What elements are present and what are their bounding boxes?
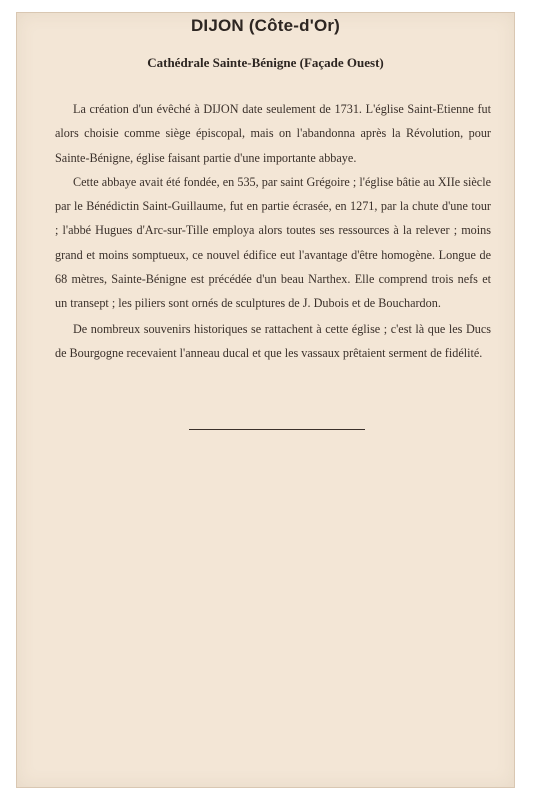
paragraph-2: Cette abbaye avait été fondée, en 535, par saint Grégoire ; l'église bâtie au XIIe siècle par le Bénédictin Saint-Guillaume, fut en partie écrasée, en 1271, par la chute d'une tour ; l'abbé Hugues d'Arc-sur-Tille employa alors toutes ses ressources à la relever ; moins grand et moins somptueux, ce nouvel édifice eut l'avantage d'être homogène. Longue de 68 mètres, Sainte-Bénigne est précédée d'un beau Narthex. Elle comprend trois nefs et un transept ; les piliers sont ornés de sculptures de J. Dubois et de Bouchardon. xyxy=(55,174,491,311)
page-subtitle: Cathédrale Sainte-Bénigne (Façade Ouest) xyxy=(147,55,384,70)
divider-line xyxy=(189,429,365,430)
postcard-back xyxy=(16,12,515,788)
page-title: DIJON (Côte-d'Or) xyxy=(190,16,341,35)
paragraph-3: De nombreux souvenirs historiques se rattachent à cette église ; c'est là que les Ducs de Bourgogne recevaient l'anneau ducal et que les vassaux prêtaient serment de fidélité. xyxy=(55,321,491,360)
description-text xyxy=(55,97,491,365)
paragraph-1: La création d'un évêché à DIJON date seulement de 1731. L'église Saint-Etienne fut alors choisie comme siège épiscopal, mais on l'abandonna après la Révolution, pour Sainte-Bénigne, église faisant partie d'une importante abbaye. xyxy=(55,102,491,165)
